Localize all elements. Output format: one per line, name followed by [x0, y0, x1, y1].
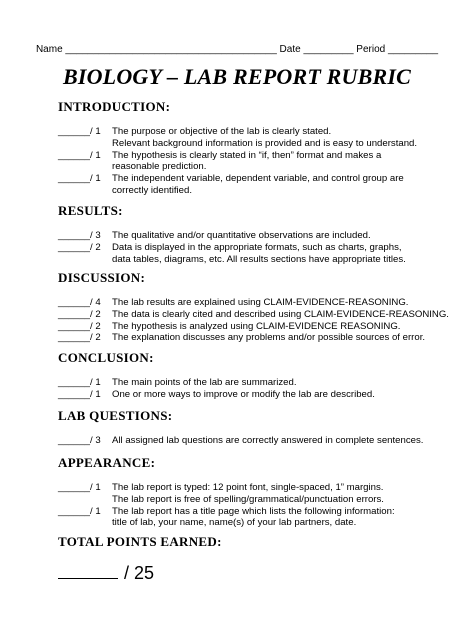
criterion-text: The main points of the lab are summarized. [112, 377, 297, 388]
max-points: / 1 [90, 126, 101, 137]
rubric-item [58, 230, 458, 242]
score-blank: ______ [58, 297, 91, 308]
section-heading: INTRODUCTION: [58, 99, 171, 114]
score-blank: ______ [58, 332, 91, 344]
criterion-text: The qualitative and/or quantitative observations are included. [112, 230, 371, 241]
max-points: / 1 [90, 388, 101, 400]
criterion-text: The lab results are explained using CLAIM-EVIDENCE-REASONING. [112, 297, 409, 308]
section-appearance [58, 456, 458, 529]
section-heading: APPEARANCE: [58, 455, 156, 470]
score-blank: ______ [58, 149, 91, 161]
rubric-item [58, 435, 458, 447]
max-points: / 2 [90, 320, 101, 332]
period-label: Period [356, 44, 386, 55]
section-results [58, 204, 458, 265]
total-score-blank [58, 562, 118, 579]
score-blank: ______ [58, 241, 91, 253]
criterion-text: The data is clearly cited and described using CLAIM-EVIDENCE-REASONING. [112, 308, 449, 320]
section-heading: RESULTS: [58, 203, 123, 218]
section-heading: LAB QUESTIONS: [58, 408, 173, 423]
total-heading: TOTAL POINTS EARNED: [58, 534, 222, 549]
rubric-item [58, 377, 458, 389]
section-discussion [58, 271, 458, 344]
rubric-item [58, 482, 458, 506]
score-blank: ______ [58, 377, 91, 388]
score-blank: ______ [58, 482, 91, 493]
criterion-text: One or more ways to improve or modify the lab are described. [112, 388, 375, 400]
total-max-points: / 25 [124, 563, 155, 583]
max-points: / 1 [90, 377, 101, 388]
date-label: Date [279, 44, 301, 55]
criterion-text: The explanation discusses any problems and/or possible sources of error. [112, 332, 426, 344]
max-points: / 2 [90, 241, 101, 253]
criterion-text: The hypothesis is analyzed using CLAIM-EVIDENCE REASONING. [112, 320, 401, 332]
rubric-item [58, 321, 458, 333]
criterion-text: All assigned lab questions are correctly answered in complete sentences. [112, 435, 424, 446]
rubric-item [58, 506, 458, 530]
max-points: / 1 [90, 173, 101, 185]
section-heading: DISCUSSION: [58, 270, 146, 285]
criterion-text: The purpose or objective of the lab is clearly stated. Relevant background information is provided and is easy to understand. [112, 126, 418, 149]
rubric-item [58, 150, 458, 174]
section-heading: CONCLUSION: [58, 350, 154, 365]
score-blank: ______ [58, 126, 91, 137]
max-points: / 1 [90, 505, 101, 517]
section-lab-questions [58, 409, 458, 447]
criterion-text: Data is displayed in the appropriate formats, such as charts, graphs, data tables, diagrams, etc. All results sections have appropriate titles. [112, 241, 406, 265]
rubric-item [58, 309, 458, 321]
section-introduction [58, 100, 458, 197]
score-blank: ______ [58, 388, 91, 400]
rubric-item [58, 297, 458, 309]
criterion-text: The lab report is typed: 12 point font, single-spaced, 1” margins. The lab report is free of spelling/grammatical/punctuation errors. [112, 482, 384, 505]
rubric-item [58, 173, 458, 197]
total-score-line [58, 562, 154, 584]
max-points: / 3 [90, 230, 101, 241]
max-points: / 4 [90, 297, 101, 308]
section-total [58, 535, 458, 561]
score-blank: ______ [58, 320, 91, 332]
max-points: / 1 [90, 149, 101, 161]
criterion-text: The lab report has a title page which lists the following information: title of lab, your name, name(s) of your lab partners, date. [112, 505, 395, 529]
page-title: BIOLOGY – LAB REPORT RUBRIC [62, 64, 412, 89]
student-info-line: Name ______________________________________ Date _________ Period _________ [35, 44, 439, 55]
rubric-item [58, 332, 458, 344]
score-blank: ______ [58, 230, 91, 241]
score-blank: ______ [58, 308, 91, 320]
score-blank: ______ [58, 435, 91, 446]
criterion-text: The hypothesis is clearly stated in “if, then” format and makes a reasonable prediction. [112, 149, 382, 173]
max-points: / 1 [90, 482, 101, 493]
score-blank: ______ [58, 173, 91, 185]
max-points: / 2 [90, 308, 101, 320]
max-points: / 2 [90, 332, 101, 344]
section-conclusion [58, 351, 458, 401]
score-blank: ______ [58, 505, 91, 517]
criterion-text: The independent variable, dependent variable, and control group are correctly identified. [112, 173, 404, 196]
rubric-item [58, 242, 458, 266]
rubric-item [58, 389, 458, 401]
max-points: / 3 [90, 435, 101, 446]
name-label: Name [35, 44, 63, 55]
rubric-item [58, 126, 458, 150]
